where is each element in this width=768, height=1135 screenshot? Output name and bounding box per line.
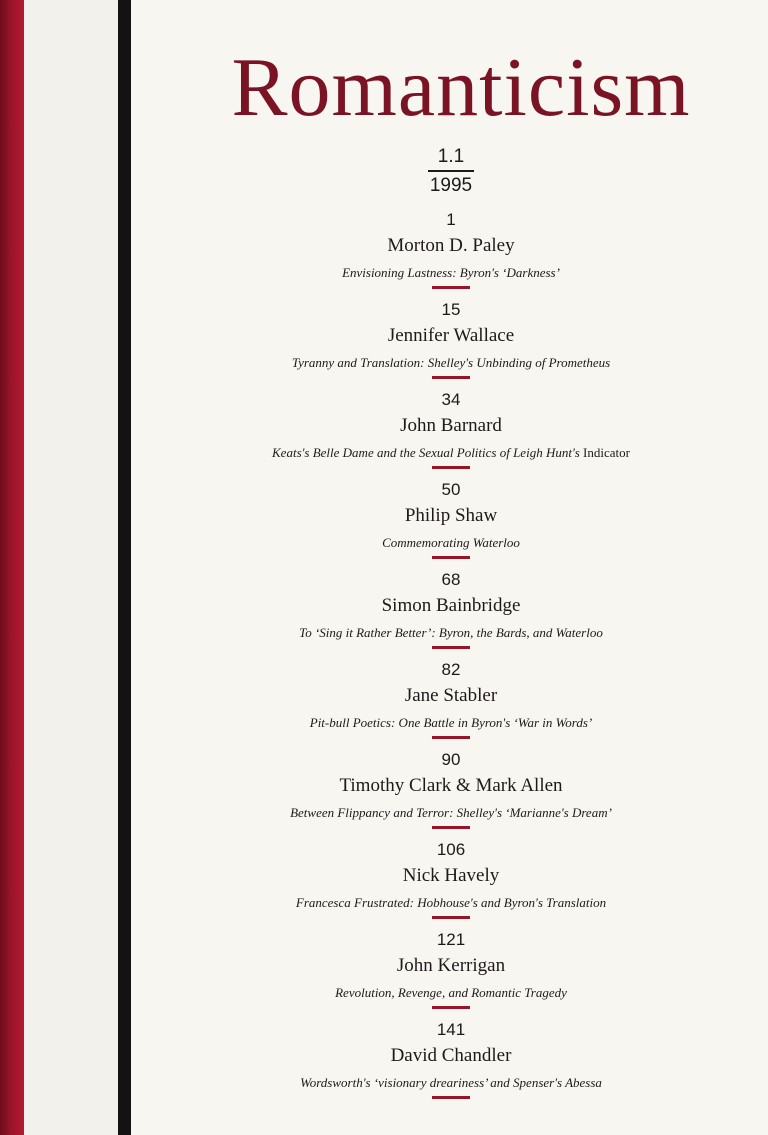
toc-entry[interactable]: [131, 930, 768, 1020]
toc-article-title: Pit-bull Poetics: One Battle in Byron's ‘War in Words’: [309, 715, 593, 730]
toc-article-title: Envisioning Lastness: Byron's ‘Darkness’: [342, 265, 560, 280]
toc-author: Nick Havely: [402, 865, 500, 886]
toc-page-number: 106: [436, 840, 466, 859]
toc-entry[interactable]: [131, 750, 768, 840]
toc-divider: [432, 286, 470, 289]
toc-article-title: Francesca Frustrated: Hobhouse's and Byron's Translation: [295, 895, 607, 910]
toc-page-number: 68: [441, 570, 461, 589]
toc-author: John Kerrigan: [396, 955, 506, 976]
toc-divider: [432, 736, 470, 739]
toc-entry[interactable]: [131, 660, 768, 750]
toc-page-number: 34: [441, 390, 461, 409]
toc-page-number: 82: [441, 660, 461, 679]
toc-author: Timothy Clark & Mark Allen: [339, 775, 563, 796]
toc-divider: [432, 646, 470, 649]
toc-author: Jennifer Wallace: [387, 325, 515, 346]
toc-article-title: Commemorating Waterloo: [382, 535, 520, 550]
toc-divider: [432, 556, 470, 559]
toc-page-number: 121: [436, 930, 466, 949]
toc-author: David Chandler: [390, 1045, 512, 1066]
issue-year: 1995: [429, 175, 473, 196]
toc-article-title: Wordsworth's ‘visionary dreariness’ and Spenser's Abessa: [300, 1075, 602, 1090]
toc-divider: [432, 826, 470, 829]
toc-divider: [432, 1096, 470, 1099]
toc-entry[interactable]: [131, 840, 768, 930]
toc-entry[interactable]: [131, 300, 768, 390]
toc-article-title-roman: Indicator: [583, 445, 630, 460]
spine-black-band: [118, 0, 131, 1135]
spine-red-band: [0, 0, 24, 1135]
toc-author: Philip Shaw: [404, 505, 498, 526]
issue-divider: [428, 170, 474, 172]
spine-panel: [24, 0, 118, 1135]
toc-divider: [432, 376, 470, 379]
toc-author: John Barnard: [400, 415, 502, 436]
toc-page-number: 50: [441, 480, 461, 499]
issue-number: 1.1: [437, 146, 465, 167]
toc-entry[interactable]: [131, 1020, 768, 1110]
table-of-contents: [131, 210, 768, 1110]
toc-entry[interactable]: [131, 480, 768, 570]
toc-page-number: 15: [441, 300, 461, 319]
toc-entry[interactable]: [131, 390, 768, 480]
toc-article-title: [131, 445, 768, 461]
toc-page-number: 90: [441, 750, 461, 769]
toc-author: Simon Bainbridge: [381, 595, 521, 616]
toc-author: Jane Stabler: [404, 685, 498, 706]
toc-page-number: 1: [446, 210, 456, 229]
toc-page-number: 141: [436, 1020, 466, 1039]
journal-title: Romanticism: [231, 41, 691, 134]
toc-divider: [432, 466, 470, 469]
toc-author: Morton D. Paley: [387, 235, 515, 256]
toc-divider: [432, 1006, 470, 1009]
toc-article-title: Revolution, Revenge, and Romantic Tragedy: [335, 985, 567, 1000]
journal-cover: [131, 0, 768, 1135]
toc-article-title-italic: Keats's Belle Dame and the Sexual Politics of Leigh Hunt's: [272, 445, 580, 460]
toc-article-title: To ‘Sing it Rather Better’: Byron, the Bards, and Waterloo: [299, 625, 603, 640]
toc-article-title: Tyranny and Translation: Shelley's Unbinding of Prometheus: [291, 355, 611, 370]
toc-entry[interactable]: [131, 570, 768, 660]
toc-divider: [432, 916, 470, 919]
toc-article-title: Between Flippancy and Terror: Shelley's ‘Marianne's Dream’: [290, 805, 612, 820]
toc-entry[interactable]: [131, 210, 768, 300]
